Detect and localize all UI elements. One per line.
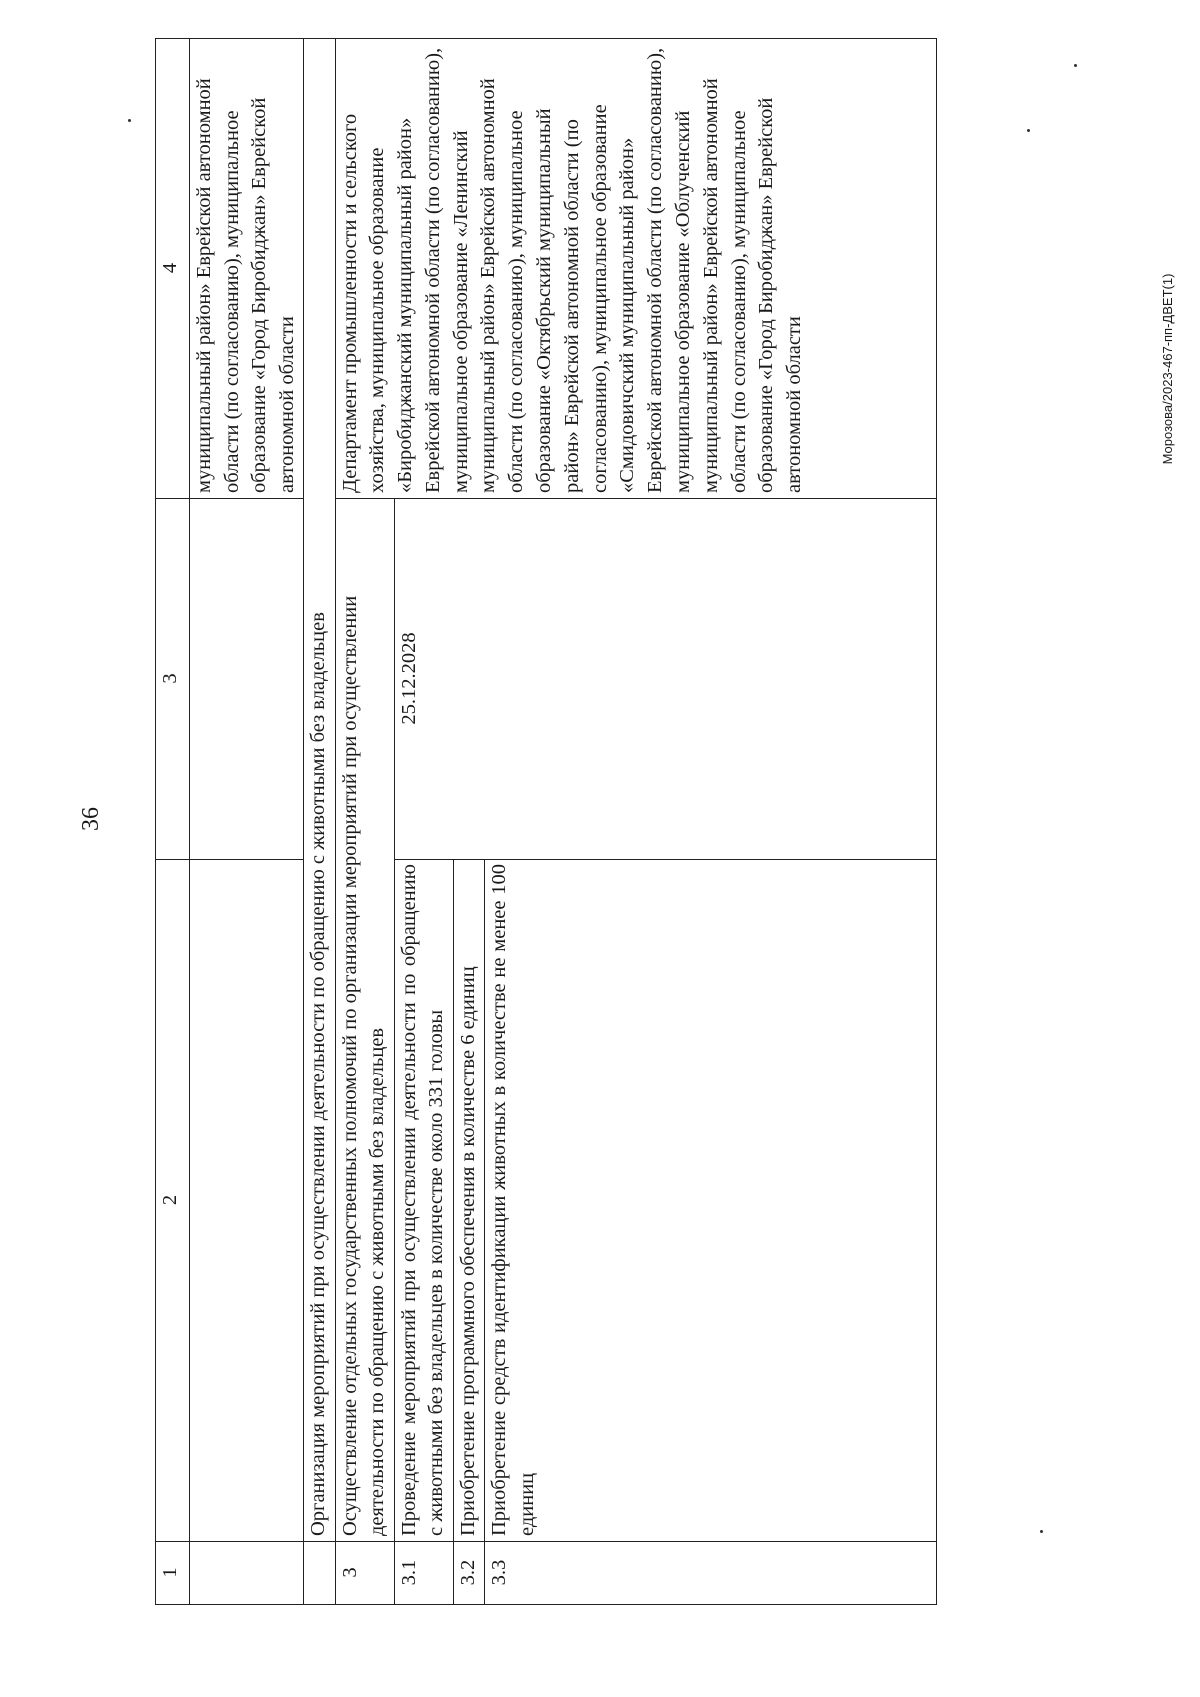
measures-table — [155, 38, 937, 1605]
header-col-4: 4 — [156, 39, 190, 499]
cell-empty — [190, 499, 304, 860]
row-number: 3.3 — [485, 1542, 937, 1605]
table-section-row — [304, 39, 336, 1605]
header-col-2: 2 — [156, 860, 190, 1542]
cell-empty — [190, 1542, 304, 1605]
row-3-responsible: Департамент промышленности и сельского хозяйства, муниципальное образование «Биробиджанский муниципальный район» Еврейской автономной области (по согласованию), муниципальное образование «Ленинский муниципальный район» Еврейской автономной области (по согласованию), муниципальное образование «Октябрьский муниципальный район» Еврейской автономной области (по согласованию), муниципальное образование «Смидовичский муниципальный район» Еврейской автономной области (по согласованию), муниципальное образование «Облученский муниципальный район» Еврейской автономной области (по согласованию), муниципальное образование «Город Биробиджан» Еврейской автономной области — [335, 39, 937, 499]
section-title: Организация мероприятий при осуществлении деятельности по обращению с животными без владельцев — [304, 39, 336, 1542]
header-col-3: 3 — [156, 499, 190, 860]
row-3-3-text: Приобретение средств идентификации животных в количестве не менее 100 единиц — [485, 860, 937, 1542]
continuation-responsible-cell: муниципальный район» Еврейской автономной области (по согласованию), муниципальное образование «Город Биробиджан» Еврейской автономной области — [190, 39, 304, 499]
document-footer-code: Морозова/2023-467-пп-ДВЕТ(1) — [1160, 273, 1175, 465]
table-row-3 — [335, 39, 394, 1605]
row-number: 3 — [335, 1542, 394, 1605]
row-number: 3.1 — [394, 1542, 453, 1605]
deadline-date: 25.12.2028 — [394, 499, 937, 860]
scan-speck — [128, 119, 131, 122]
row-3-text: Осуществление отдельных государственных полномочий по организации мероприятий при осуществлении деятельности по обращению с животными без владельцев — [335, 499, 394, 1542]
row-3-2-text: Приобретение программного обеспечения в количестве 6 единиц — [453, 860, 485, 1542]
page-number: 36 — [78, 807, 104, 831]
row-number: 3.2 — [453, 1542, 485, 1605]
scan-speck — [1040, 1530, 1043, 1533]
table-header-row — [156, 39, 190, 1605]
table-row-continuation — [190, 39, 304, 1605]
cell-empty — [304, 1542, 336, 1605]
header-col-1: 1 — [156, 1542, 190, 1605]
cell-empty — [190, 860, 304, 1542]
scan-speck — [1027, 129, 1030, 132]
row-3-1-text: Проведение мероприятий при осуществлении деятельности по обращению с животными без владельцев в количестве около 331 головы — [394, 860, 453, 1542]
scan-speck — [1074, 64, 1077, 67]
